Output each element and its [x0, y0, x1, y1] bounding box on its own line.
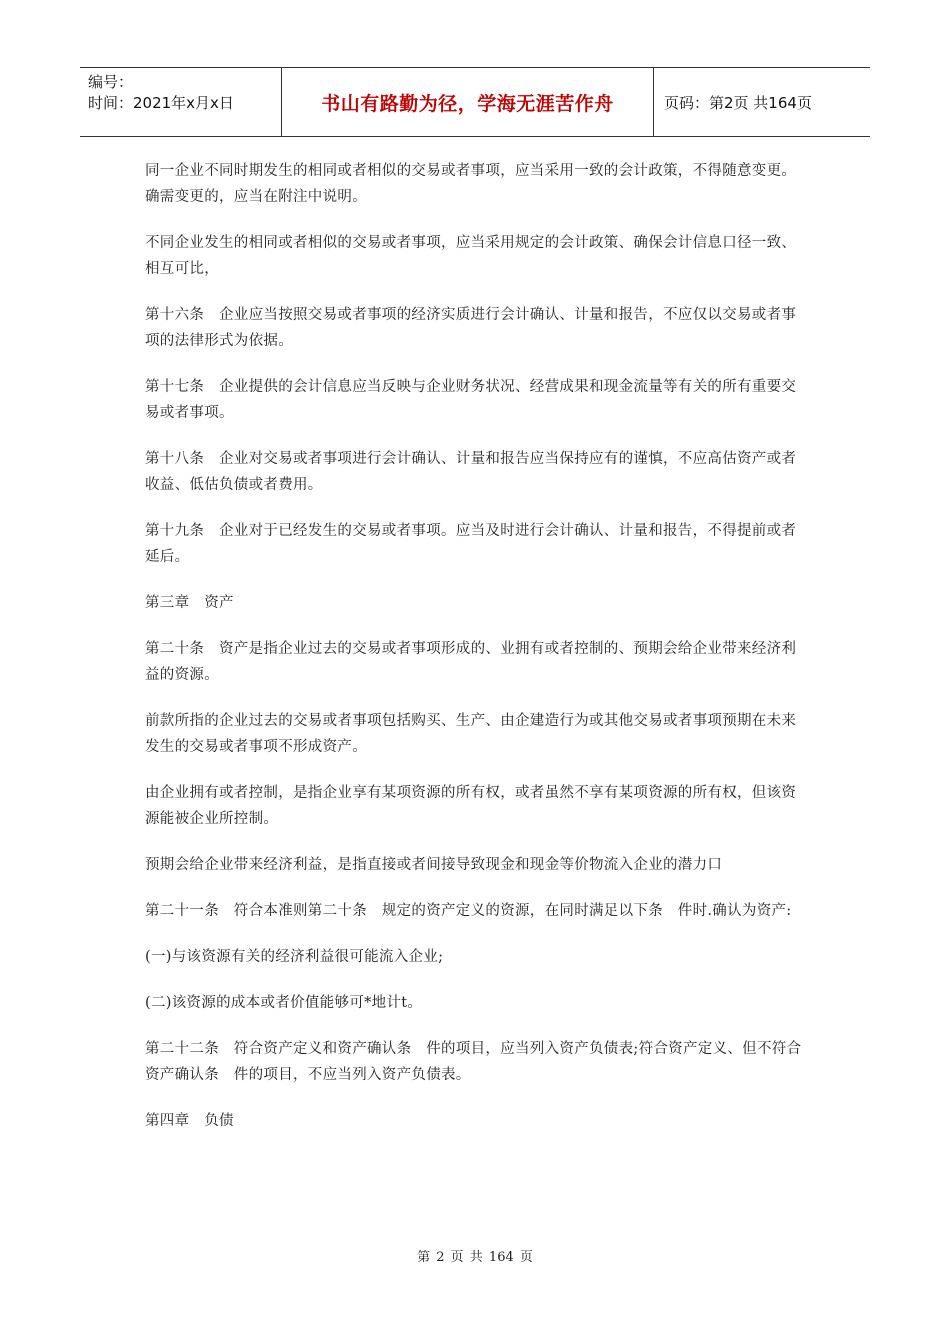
paragraph: 预期会给企业带来经济利益，是指直接或者间接导致现金和现金等价物流入企业的潜力口 [145, 857, 723, 873]
paragraph: 第二十一条 符合本准则第二十条 规定的资产定义的资源，在同时满足以下条 件时.确认为资产: [145, 903, 792, 919]
list-item: (一)与该资源有关的经济利益很可能流入企业; [145, 949, 444, 965]
paragraph: 第二十二条 符合资产定义和资产确认条 件的项目，应当列入资产负债表;符合资产定义、但不符合资产确认条 件的项目，不应当列入资产负债表。 [145, 1041, 802, 1083]
page-footer: 第 2 页 共 164 页 [417, 1250, 533, 1265]
header-motto: 书山有路勤为径，学海无涯苦作舟 [321, 92, 614, 115]
list-item: (二)该资源的成本或者价值能够可*地计t。 [145, 995, 423, 1011]
paragraph: 前款所指的企业过去的交易或者事项包括购买、生产、由企建造行为或其他交易或者事项预期在未来发生的交易或者事项不形成资产。 [145, 713, 797, 755]
paragraph: 由企业拥有或者控制，是指企业享有某项资源的所有权，或者虽然不享有某项资源的所有权，但该资源能被企业所控制。 [145, 785, 797, 827]
paragraph: 第十九条 企业对于已经发生的交易或者事项。应当及时进行会计确认、计量和报告，不得提前或者延后。 [145, 523, 797, 565]
paragraph: 第二十条 资产是指企业过去的交易或者事项形成的、业拥有或者控制的、预期会给企业带来经济利益的资源。 [145, 641, 797, 683]
document-header [80, 67, 870, 137]
paragraph: 第十八条 企业对交易或者事项进行会计确认、计量和报告应当保持应有的谨慎，不应高估资产或者收益、低估负债或者费用。 [145, 451, 797, 493]
paragraph: 第十六条 企业应当按照交易或者事项的经济实质进行会计确认、计量和报告，不应仅以交易或者事项的法律形式为依据。 [145, 307, 797, 349]
header-meta [80, 68, 282, 136]
chapter-heading: 第三章 资产 [145, 595, 234, 611]
chapter-heading: 第四章 负债 [145, 1113, 234, 1129]
header-page-info-cell [654, 68, 870, 136]
header-page-info: 页码：第2页 共164页 [664, 93, 812, 112]
header-motto-cell [282, 68, 654, 136]
paragraph: 同一企业不同时期发生的相同或者相似的交易或者事项，应当采用一致的会计政策，不得随意变更。确需变更的，应当在附注中说明。 [145, 163, 797, 205]
document-body [145, 158, 810, 1154]
document-time-label: 时间：2021年x月x日 [88, 94, 234, 112]
paragraph: 第十七条 企业提供的会计信息应当反映与企业财务状况、经营成果和现金流量等有关的所有重要交易或者事项。 [145, 379, 797, 421]
paragraph: 不同企业发生的相同或者相似的交易或者事项，应当采用规定的会计政策、确保会计信息口径一致、相互可比， [145, 235, 797, 277]
document-number-label: 编号： [88, 73, 134, 91]
